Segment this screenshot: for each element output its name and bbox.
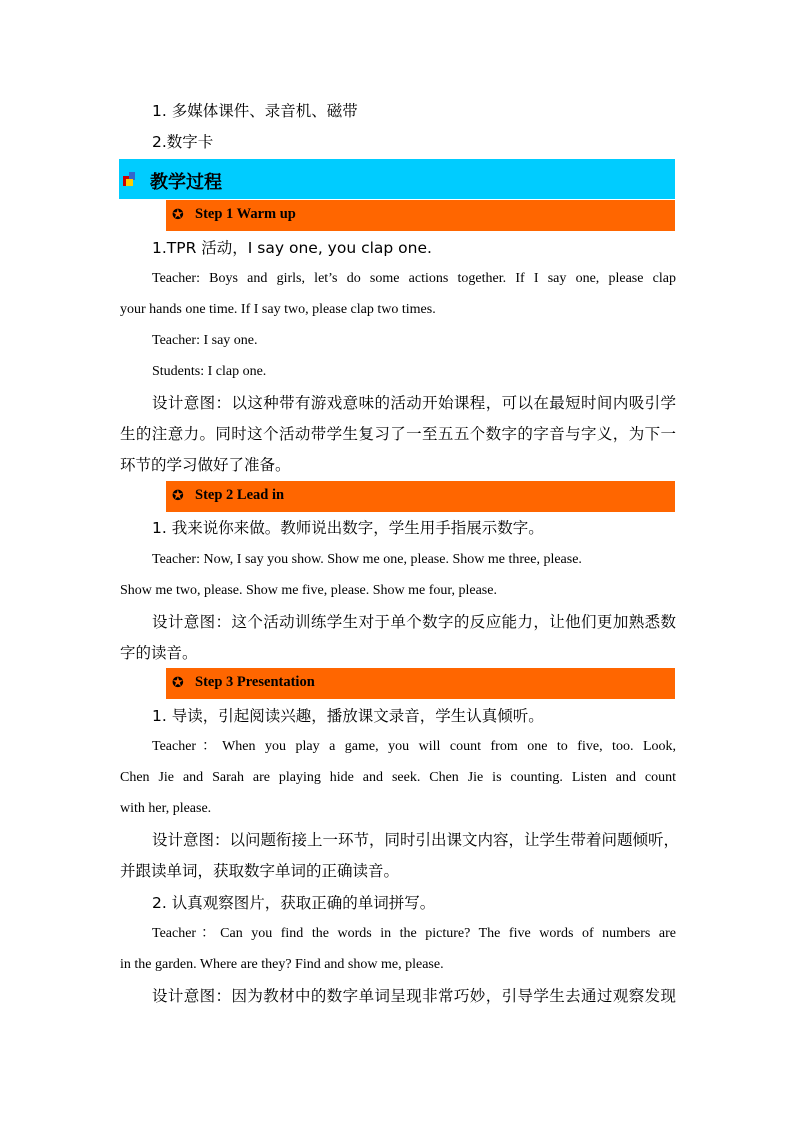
paragraph-line: 环节的学习做好了准备。: [120, 456, 291, 474]
paragraph-line: Teacher：Can you find the words in the picture? The five words of numbers are: [152, 926, 676, 941]
paragraph-line: Show me two, please. Show me five, please. Show me four, please.: [120, 583, 497, 598]
step-header-lead-in: [166, 481, 675, 512]
paragraph-line: 2. 认真观察图片，获取正确的单词拼写。: [152, 894, 436, 912]
paragraph-line: 设计意图：以问题衔接上一环节，同时引出课文内容，让学生带着问题倾听，: [152, 831, 680, 849]
paragraph-line: Students: I clap one.: [152, 364, 267, 379]
paragraph-line: with her, please.: [120, 801, 212, 816]
star-bullet-icon: ✪: [172, 207, 184, 223]
materials-item-2: 2.数字卡: [152, 133, 214, 151]
paragraph-line: 设计意图：这个活动训练学生对于单个数字的反应能力，让他们更加熟悉数: [152, 613, 676, 631]
paragraph-line: 1. 我来说你来做。教师说出数字，学生用手指展示数字。: [152, 519, 544, 537]
step-label: Step 2 Lead in: [195, 487, 285, 503]
star-bullet-icon: ✪: [172, 675, 184, 691]
step-header-warm-up: [166, 200, 675, 231]
paragraph-line: 字的读音。: [120, 644, 198, 662]
paragraph-line: Chen Jie and Sarah are playing hide and seek. Chen Jie is counting. Listen and count: [120, 770, 676, 785]
paragraph-line: Teacher: I say one.: [152, 333, 258, 348]
step-label: Step 3 Presentation: [195, 674, 315, 690]
paragraph-line: your hands one time. If I say two, please clap two times.: [120, 302, 436, 317]
paragraph-line: 设计意图：因为教材中的数字单词呈现非常巧妙，引导学生去通过观察发现: [152, 987, 676, 1005]
paragraph-line: 生的注意力。同时这个活动带学生复习了一至五五个数字的字音与字义，为下一: [120, 425, 676, 443]
section-title: 教学过程: [150, 172, 222, 193]
materials-item-1: 1. 多媒体课件、录音机、磁带: [152, 102, 358, 120]
paragraph-line: 设计意图：以这种带有游戏意味的活动开始课程，可以在最短时间内吸引学: [152, 394, 676, 412]
paragraph-line: 1. 导读，引起阅读兴趣，播放课文录音，学生认真倾听。: [152, 707, 544, 725]
paragraph-line: Teacher: Boys and girls, let’s do some actions together. If I say one, please clap: [152, 271, 676, 286]
section-header-teaching-process: [119, 159, 675, 199]
paragraph-line: 1.TPR 活动，I say one, you clap one.: [152, 239, 432, 257]
paragraph-line: Teacher: Now, I say you show. Show me one, please. Show me three, please.: [152, 552, 582, 567]
step-label: Step 1 Warm up: [195, 206, 296, 222]
step-header-presentation: [166, 668, 675, 699]
star-bullet-icon: ✪: [172, 488, 184, 504]
document-bullet-icon: [123, 172, 135, 186]
paragraph-line: in the garden. Where are they? Find and show me, please.: [120, 957, 444, 972]
paragraph-line: Teacher：When you play a game, you will count from one to five, too. Look,: [152, 739, 676, 754]
paragraph-line: 并跟读单词，获取数字单词的正确读音。: [120, 862, 400, 880]
